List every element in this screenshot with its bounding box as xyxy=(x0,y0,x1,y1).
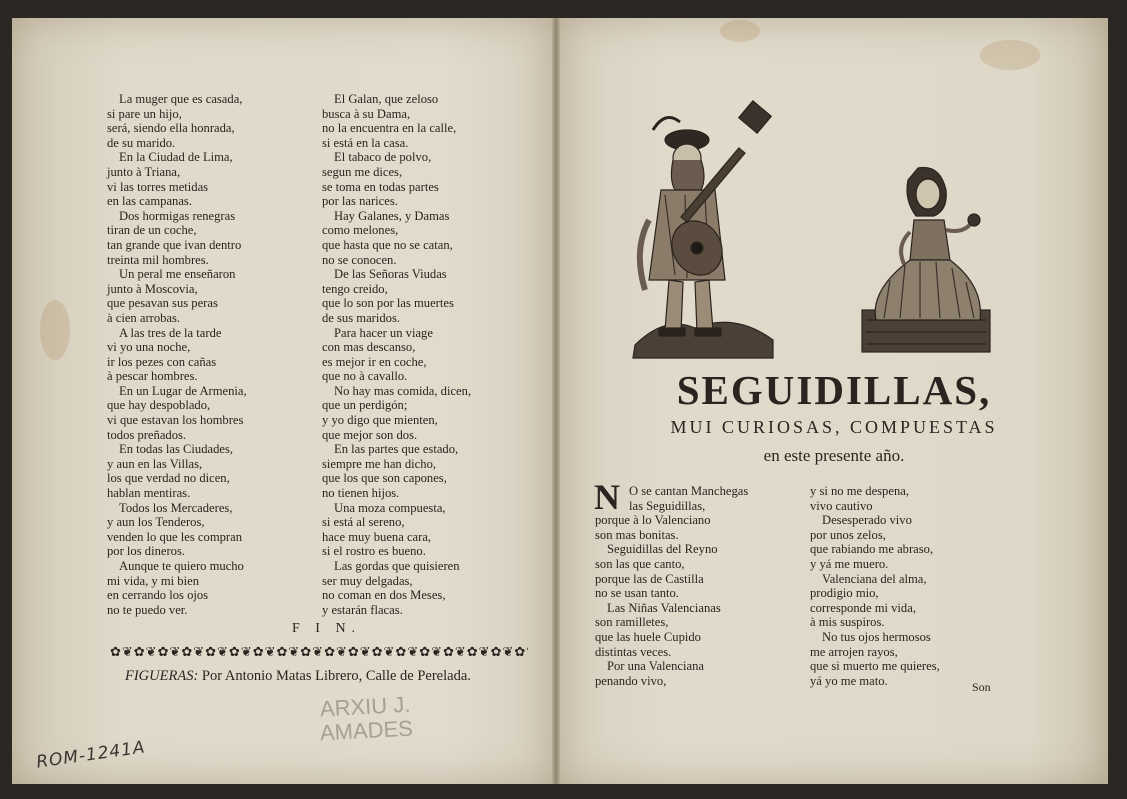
verse-line: y aun los Tenderos, xyxy=(107,515,205,530)
verse-line: treinta mil hombres. xyxy=(107,252,209,267)
left-verse-column-1 xyxy=(107,92,307,617)
verse-line: Hay Galanes, y Damas xyxy=(334,208,450,223)
verse-line: A las tres de la tarde xyxy=(119,325,222,340)
verse-line: que las huele Cupido xyxy=(595,629,701,644)
verse-line: busca à su Dama, xyxy=(322,106,411,121)
drop-capital: N xyxy=(594,477,620,517)
stamp-line-2: AMADES xyxy=(319,715,414,746)
verse-line: ser muy delgadas, xyxy=(322,573,413,588)
verse-line: porque à lo Valenciano xyxy=(595,513,711,528)
verse-line: siempre me han dicho, xyxy=(322,456,437,471)
verse-line: Desesperado vivo xyxy=(822,513,912,528)
verse-line: hablan mentiras. xyxy=(107,486,191,501)
verse-line: no te puedo ver. xyxy=(107,602,188,617)
verse-line: que lo son por las muertes xyxy=(322,296,454,311)
verse-line: son las que canto, xyxy=(595,556,685,571)
verse-line: Todos los Mercaderes, xyxy=(119,500,233,515)
verse-line: vi que estavan los hombres xyxy=(107,413,244,428)
verse-line: no se conocen. xyxy=(322,252,397,267)
verse-line: son ramilletes, xyxy=(595,615,669,630)
verse-line: tan grande que ivan dentro xyxy=(107,237,242,252)
verse-line: y si no me despena, xyxy=(810,484,909,498)
verse-line: hace muy buena cara, xyxy=(322,529,432,544)
verse-line: No tus ojos hermosos xyxy=(822,629,931,644)
verse-line: en las campanas. xyxy=(107,194,192,209)
verse-line: En un Lugar de Armenia, xyxy=(119,383,247,398)
verse-line: y yo digo que mienten, xyxy=(322,413,438,428)
verse-line: vi yo una noche, xyxy=(107,340,191,355)
verse-line: es mejor ir en coche, xyxy=(322,354,427,369)
verse-line: que un perdigón; xyxy=(322,398,408,413)
verse-line: no la encuentra en la calle, xyxy=(322,121,457,136)
verse-line: junto à Moscovia, xyxy=(107,281,198,296)
verse-line: El Galan, que zeloso xyxy=(334,92,439,106)
verse-line: En las partes que estado, xyxy=(334,442,459,457)
verse-line: venden lo que les compran xyxy=(107,529,242,544)
verse-line: Las gordas que quisieren xyxy=(334,559,460,573)
verse-line: me arrojen rayos, xyxy=(810,644,898,659)
verse-line: en cerrando los ojos xyxy=(107,588,209,603)
stain xyxy=(40,300,70,360)
fin-label: F I N. xyxy=(292,621,362,636)
verse-line: mi vida, y mi bien xyxy=(107,573,199,588)
verse-line: No hay mas comida, dicen, xyxy=(334,383,472,398)
verse-line: si pare un hijo, xyxy=(107,106,182,121)
verse-line: son mas bonitas. xyxy=(595,527,679,542)
verse-line: ir los pezes con cañas xyxy=(107,354,217,369)
verse-line: distintas veces. xyxy=(595,644,672,659)
verse-line: que no à cavallo. xyxy=(322,369,408,384)
verse-line: Valenciana del alma, xyxy=(822,571,927,586)
verse-line: porque las de Castilla xyxy=(595,571,704,586)
verse-line: tiran de un coche, xyxy=(107,223,197,238)
verse-line: yá yo me mato. xyxy=(810,673,888,688)
verse-line: tengo creido, xyxy=(322,281,388,296)
imprint-line xyxy=(125,668,471,685)
verse-line: será, siendo ella honrada, xyxy=(107,121,235,136)
verse-line: Por una Valenciana xyxy=(607,659,704,674)
verse-line: que mejor son dos. xyxy=(322,427,418,442)
verse-line: y yá me muero. xyxy=(810,556,889,571)
woodcut-guitar-player xyxy=(625,100,780,362)
stamp-line-1: ARXIU J. xyxy=(319,691,411,722)
verse-line: à pescar hombres. xyxy=(107,369,198,384)
verse-line: vi las torres metidas xyxy=(107,179,209,194)
verse-line: Dos hormigas renegras xyxy=(119,208,236,223)
verse-line: que hasta que no se catan, xyxy=(322,237,453,252)
subtitle: MUI CURIOSAS, COMPUESTAS xyxy=(670,417,998,437)
stain xyxy=(720,20,760,42)
verse-line: à cien arrobas. xyxy=(107,310,181,325)
subtitle-year-line: en este presente año. xyxy=(763,446,905,465)
archive-stamp xyxy=(311,692,422,754)
right-verse-column-2 xyxy=(810,484,1005,688)
verse-line: no se usan tanto. xyxy=(595,586,679,601)
verse-line: que los que son capones, xyxy=(322,471,447,486)
woodcut-lady xyxy=(860,160,992,355)
verse-line: Las Niñas Valencianas xyxy=(607,600,721,615)
verse-line: O se cantan Manchegas xyxy=(629,484,749,498)
verse-line: si está al sereno, xyxy=(322,515,405,530)
verse-line: junto à Triana, xyxy=(107,164,181,179)
verse-line: de sus maridos. xyxy=(322,310,401,325)
verse-line: que pesavan sus peras xyxy=(107,296,218,311)
catchword: Son xyxy=(972,680,991,694)
ornamental-border xyxy=(110,645,528,663)
verse-line: se toma en todas partes xyxy=(322,179,439,194)
verse-line: si está en la casa. xyxy=(322,135,409,150)
imprint-city: FIGUERAS: xyxy=(125,668,199,684)
verse-line: los que verdad no dicen, xyxy=(107,471,230,486)
verse-line: no coman en dos Meses, xyxy=(322,588,446,603)
verse-line: de su marido. xyxy=(107,135,176,150)
verse-line: Aunque te quiero mucho xyxy=(119,559,244,573)
verse-line: Seguidillas del Reyno xyxy=(607,542,718,557)
verse-line: prodigio mio, xyxy=(810,586,879,601)
verse-line: y estarán flacas. xyxy=(322,602,403,617)
verse-line: corresponde mi vida, xyxy=(810,600,916,615)
verse-line: Una moza compuesta, xyxy=(334,500,446,515)
verse-line: El tabaco de polvo, xyxy=(334,150,432,165)
verse-line: si el rostro es bueno. xyxy=(322,544,426,559)
verse-line: no tienen hijos. xyxy=(322,486,400,501)
verse-line: vivo cautivo xyxy=(810,498,873,513)
right-verse-column-1 xyxy=(594,477,795,688)
center-fold xyxy=(552,18,560,784)
imprint-text: Por Antonio Matas Librero, Calle de Perelada. xyxy=(198,668,471,684)
verse-line: segun me dices, xyxy=(322,164,403,179)
shelfmark: ROM-1241A xyxy=(35,737,147,773)
verse-line: Para hacer un viage xyxy=(334,325,433,340)
verse-line: todos preñados. xyxy=(107,427,187,442)
verse-line: La muger que es casada, xyxy=(119,92,243,106)
page-title: SEGUIDILLAS, xyxy=(676,367,992,413)
verse-line: à mis suspiros. xyxy=(810,615,885,630)
verse-line: por los dineros. xyxy=(107,544,186,559)
verse-line: Un peral me enseñaron xyxy=(119,267,236,282)
verse-line: que si muerto me quieres, xyxy=(810,659,940,674)
verse-line: penando vivo, xyxy=(595,673,667,688)
left-verse-column-2 xyxy=(322,92,532,617)
verse-line: por unos zelos, xyxy=(810,527,886,542)
verse-line: que rabiando me abraso, xyxy=(810,542,934,557)
verse-line: las Seguidillas, xyxy=(629,498,706,513)
verse-line: como melones, xyxy=(322,223,399,238)
verse-line: y aun en las Villas, xyxy=(107,456,203,471)
verse-line: que hay despoblado, xyxy=(107,398,211,413)
verse-line: con mas descanso, xyxy=(322,340,416,355)
verse-line: por las narices. xyxy=(322,194,398,209)
stain xyxy=(980,40,1040,70)
verse-line: En todas las Ciudades, xyxy=(119,442,234,457)
verse-line: En la Ciudad de Lima, xyxy=(119,150,233,165)
verse-line: De las Señoras Viudas xyxy=(334,267,447,282)
